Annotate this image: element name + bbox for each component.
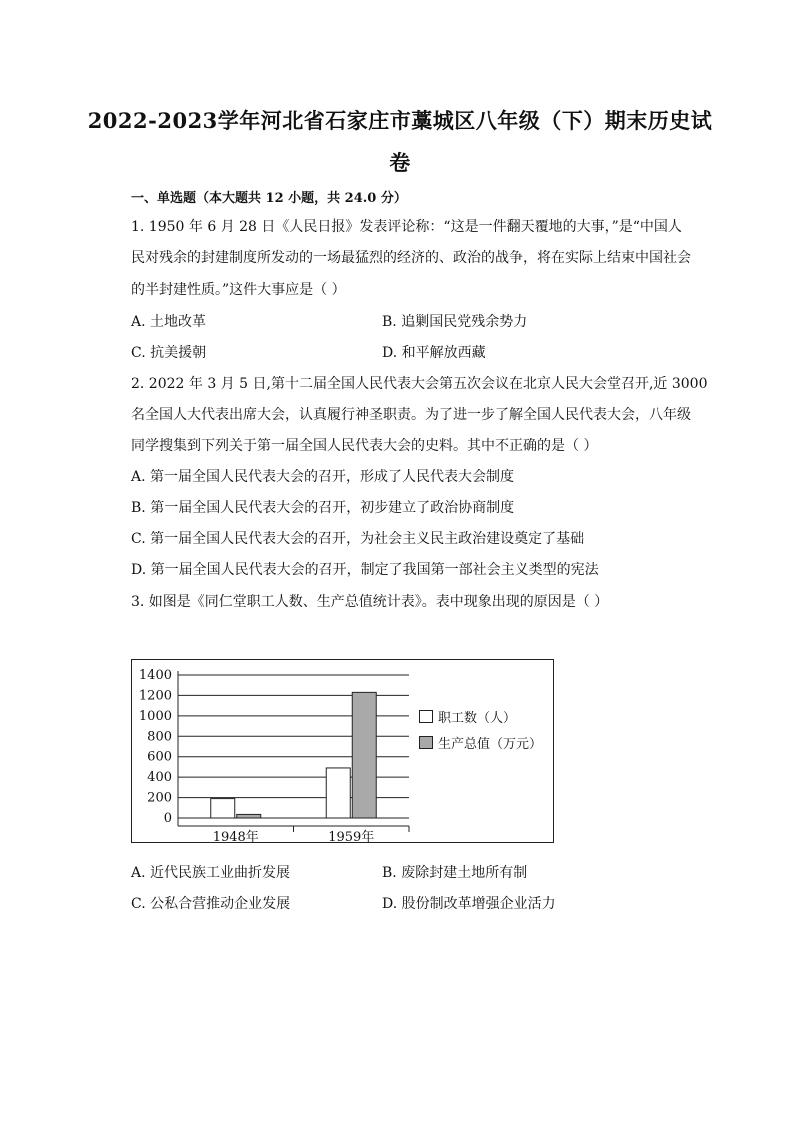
y-tick-label: 1200 xyxy=(138,688,172,704)
title-line-1: 2022-2023学年河北省石家庄市藁城区八年级（下）期末历史试 xyxy=(87,108,713,133)
legend-swatch-2 xyxy=(419,736,433,749)
legend-label-1: 职工数（人） xyxy=(438,711,517,726)
bar-output-1 xyxy=(352,692,376,818)
section-heading: 一、单选题（本大题共 12 小题，共 24.0 分） xyxy=(131,191,407,206)
legend-item-1 xyxy=(419,707,516,726)
q3-option-c: C. 公私合营推动企业发展 xyxy=(131,896,291,912)
y-tick-label: 800 xyxy=(147,729,172,745)
q3-line-1: 3. 如图是《同仁堂职工人数、生产总值统计表》。表中现象出现的原因是（ ） xyxy=(131,594,609,610)
y-tick-label: 0 xyxy=(163,811,172,826)
q3-option-a: A. 近代民族工业曲折发展 xyxy=(131,865,291,881)
q2-line-1: 2. 2022 年 3 月 5 日,第十二届全国人民代表大会第五次会议在北京人民大会堂召开,近 3000 xyxy=(131,376,708,392)
q1-option-d: D. 和平解放西藏 xyxy=(382,345,486,361)
q2-line-2: 名全国人大代表出席大会，认真履行神圣职责。为了进一步了解全国人民代表大会，八年级 xyxy=(131,407,691,423)
q2-option-d: D. 第一届全国人民代表大会的召开，制定了我国第一部社会主义类型的宪法 xyxy=(131,562,599,578)
legend-label-2: 生产总值（万元） xyxy=(438,737,543,752)
y-tick-label: 600 xyxy=(147,749,172,765)
q1-line-3: 的半封建性质。”这件大事应是（ ） xyxy=(131,282,346,298)
document-title xyxy=(80,100,720,184)
q1-option-c: C. 抗美援朝 xyxy=(131,345,207,361)
q1-option-b: B. 追剿国民党残余势力 xyxy=(382,314,528,330)
bar-output-0 xyxy=(237,814,261,818)
y-tick-label: 200 xyxy=(147,790,172,806)
y-tick-label: 400 xyxy=(147,770,172,786)
title-line-2: 卷 xyxy=(389,150,411,175)
q2-option-c: C. 第一届全国人民代表大会的召开，为社会主义民主政治建设奠定了基础 xyxy=(131,531,585,547)
q2-option-a: A. 第一届全国人民代表大会的召开，形成了人民代表大会制度 xyxy=(131,469,515,485)
q1-option-a: A. 土地改革 xyxy=(131,314,207,330)
bar-chart xyxy=(132,660,555,844)
q3-option-b: B. 废除封建土地所有制 xyxy=(382,865,528,881)
chart-frame xyxy=(131,659,554,843)
legend-item-2 xyxy=(419,733,542,752)
q2-line-3: 同学搜集到下列关于第一届全国人民代表大会的史料。其中不正确的是（ ） xyxy=(131,438,598,454)
q1-line-2: 民对残余的封建制度所发动的一场最猛烈的经济的、政治的战争，将在实际上结束中国社会 xyxy=(131,250,691,266)
bar-workers-0 xyxy=(211,799,235,818)
x-tick-label: 1948年 xyxy=(212,830,259,844)
x-tick-label: 1959年 xyxy=(328,830,375,844)
y-tick-label: 1000 xyxy=(138,708,172,724)
bar-workers-1 xyxy=(326,768,350,818)
y-tick-label: 1400 xyxy=(138,668,172,683)
legend-swatch-1 xyxy=(419,710,433,723)
q3-option-d: D. 股份制改革增强企业活力 xyxy=(382,896,556,912)
q2-option-b: B. 第一届全国人民代表大会的召开，初步建立了政治协商制度 xyxy=(131,500,515,516)
q1-line-1: 1. 1950 年 6 月 28 日《人民日报》发表评论称：“这是一件翻天覆地的大事，”是“中国人 xyxy=(131,219,682,235)
